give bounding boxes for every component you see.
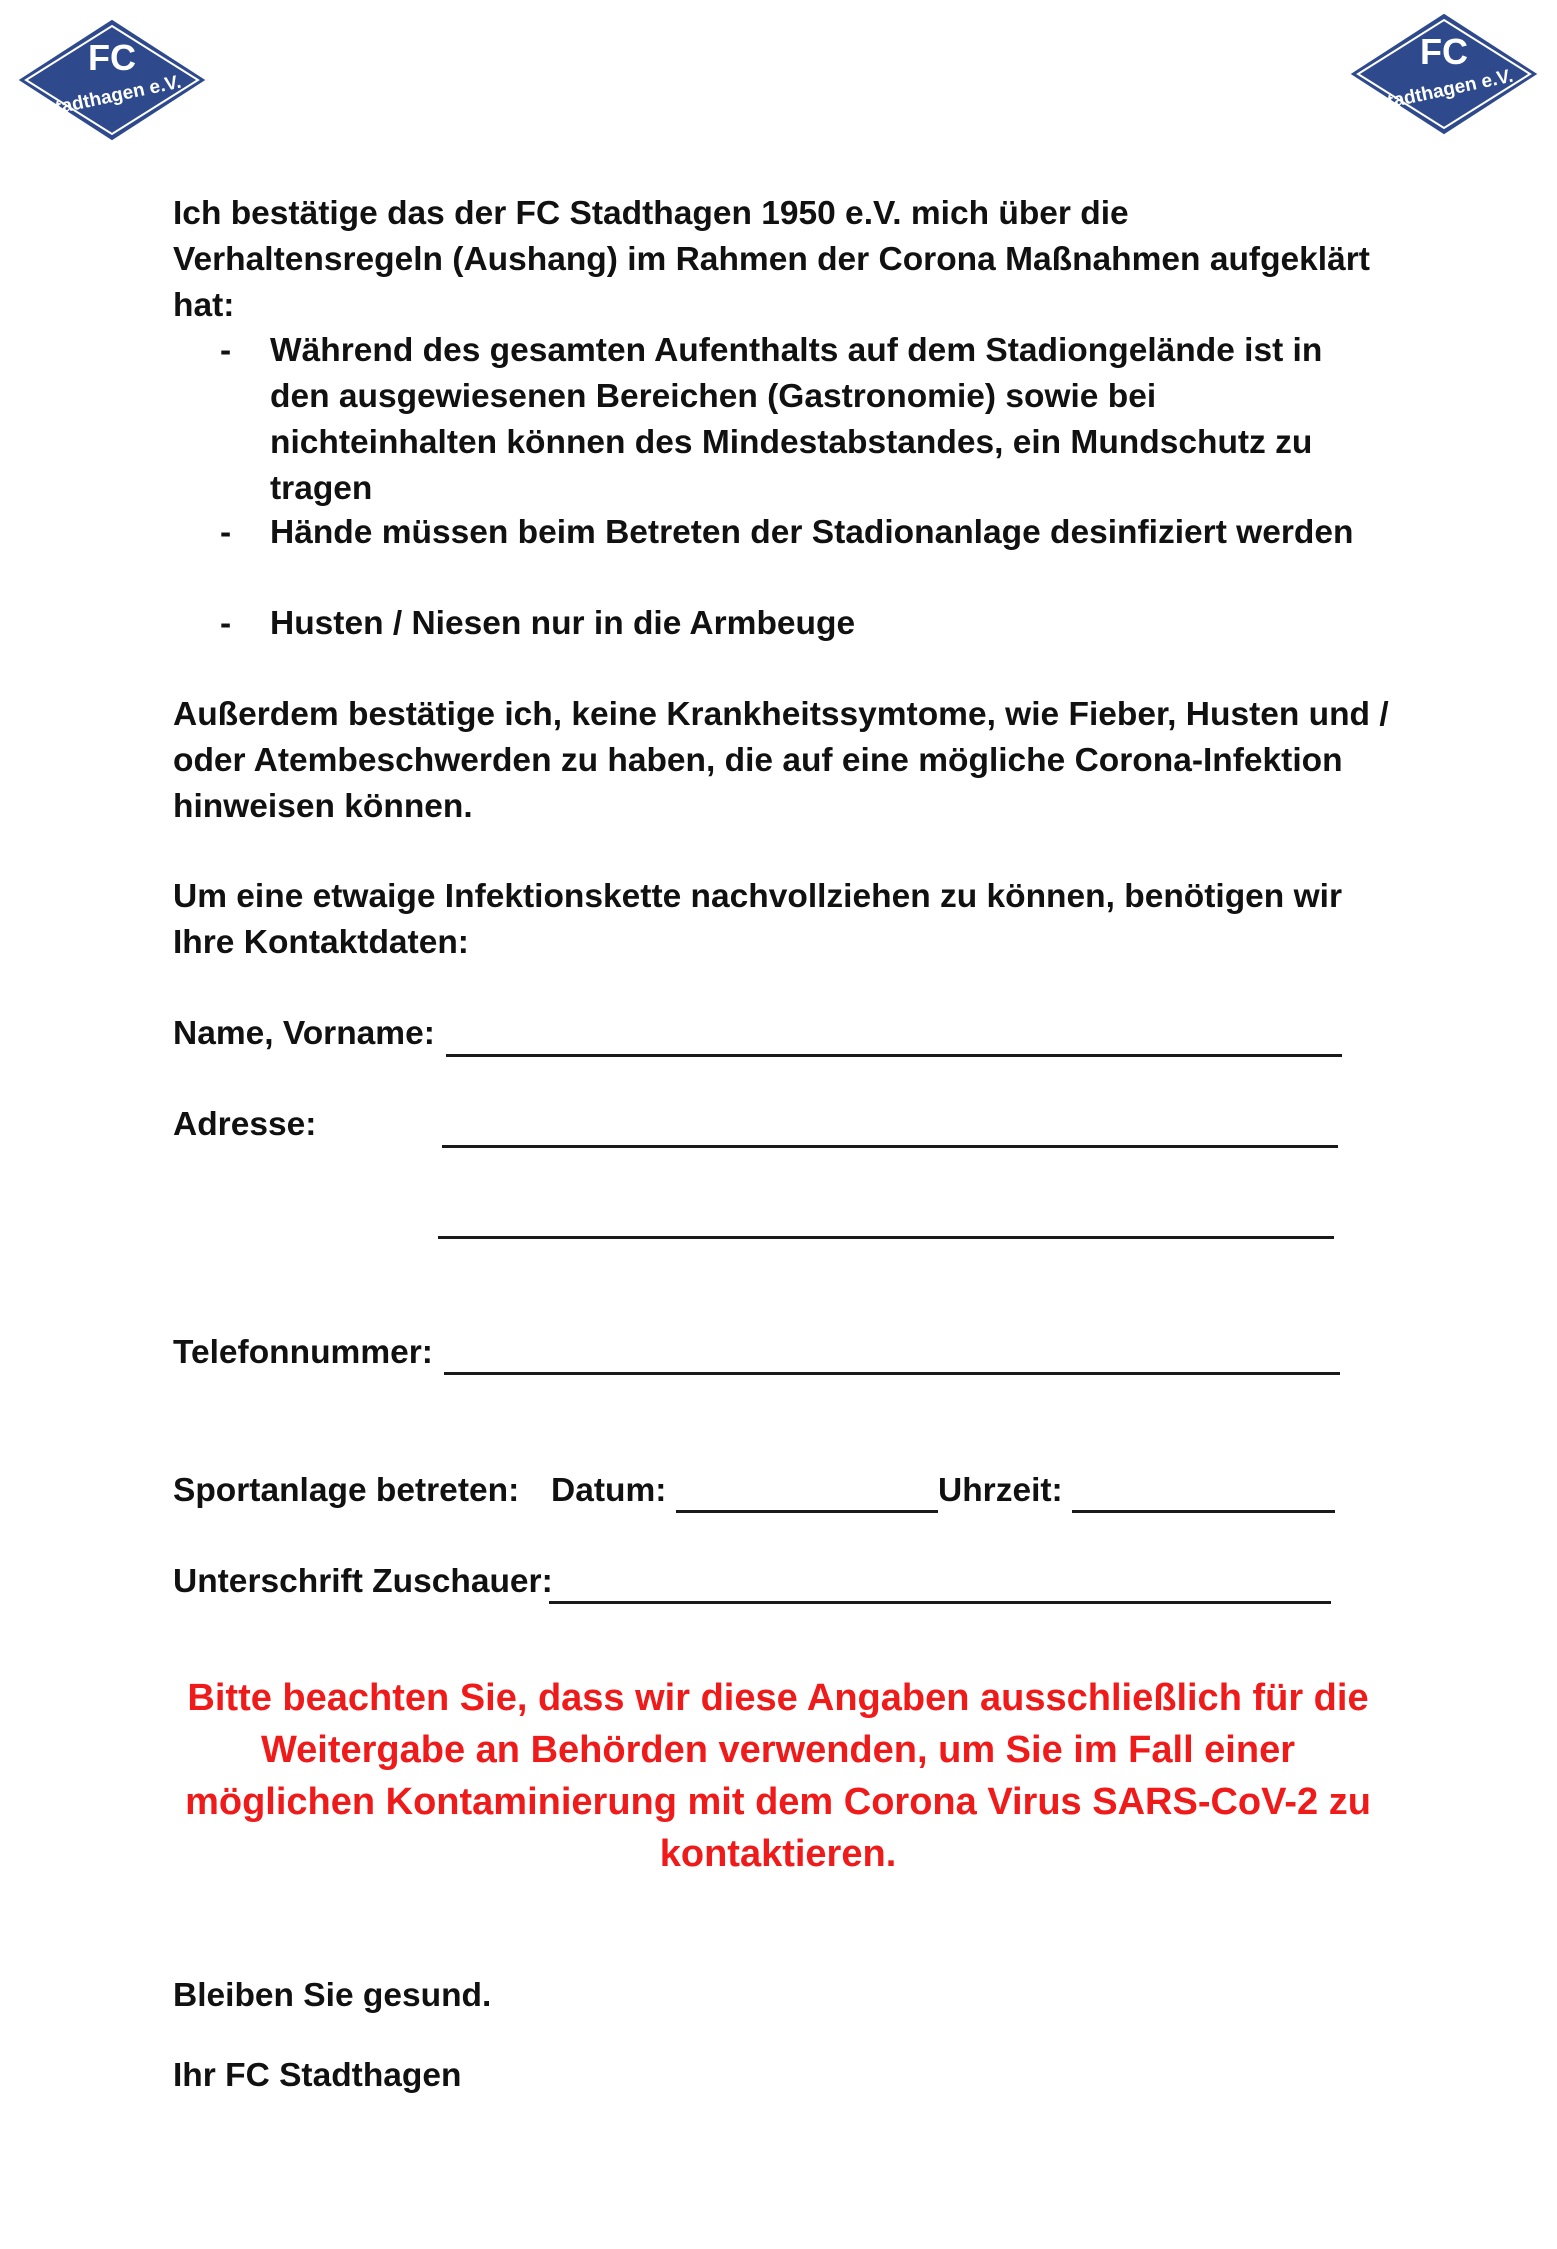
date-field[interactable] <box>676 1510 938 1513</box>
logo-text-club: Stadthagen e.V. <box>41 71 184 122</box>
privacy-notice: Bitte beachten Sie, dass wir diese Angaben ausschließlich für die Weitergabe an Behörden verwenden, um Sie im Fall einer möglichen Kontaminierung mit dem Corona Virus SARS-CoV-2 zu kontaktieren. <box>185 1677 1371 1875</box>
phone-label: Telefonnummer: <box>173 1334 433 1371</box>
phone-field[interactable] <box>444 1372 1340 1375</box>
signature-label: Unterschrift Zuschauer: <box>173 1563 553 1600</box>
signature-field[interactable] <box>549 1601 1331 1604</box>
club-logo-left <box>12 14 212 146</box>
time-label: Uhrzeit: <box>938 1472 1063 1509</box>
bullet-marker: - <box>220 332 232 369</box>
logo-text-club: Stadthagen e.V. <box>1373 65 1516 116</box>
bullet-marker: - <box>220 514 232 551</box>
club-logo-right <box>1344 8 1544 140</box>
date-label: Datum: <box>551 1472 667 1509</box>
entry-label: Sportanlage betreten: <box>173 1472 520 1509</box>
rule-cough: Husten / Niesen nur in die Armbeuge <box>270 605 856 642</box>
name-field[interactable] <box>446 1054 1342 1057</box>
contact-intro: Um eine etwaige Infektionskette nachvollziehen zu können, benötigen wir Ihre Kontaktdaten: <box>173 878 1342 961</box>
bullet-marker: - <box>220 605 232 642</box>
address-field-line-1[interactable] <box>442 1145 1338 1148</box>
rule-disinfect: Hände müssen beim Betreten der Stadionanlage desinfiziert werden <box>270 514 1354 551</box>
signoff-line: Ihr FC Stadthagen <box>173 2057 462 2094</box>
health-statement: Außerdem bestätige ich, keine Krankheitssymtome, wie Fieber, Husten und / oder Atembeschwerden zu haben, die auf eine mögliche Corona-Infektion hinweisen können. <box>173 696 1389 825</box>
address-label: Adresse: <box>173 1106 317 1143</box>
address-field-line-2[interactable] <box>438 1236 1334 1239</box>
time-field[interactable] <box>1072 1510 1335 1513</box>
intro-paragraph: Ich bestätige das der FC Stadthagen 1950 e.V. mich über die Verhaltensregeln (Aushang) im Rahmen der Corona Maßnahmen aufgeklärt hat: <box>173 195 1370 324</box>
closing-line: Bleiben Sie gesund. <box>173 1977 492 2014</box>
logo-text-fc: FC <box>88 37 136 78</box>
name-label: Name, Vorname: <box>173 1015 435 1052</box>
logo-text-fc: FC <box>1420 31 1468 72</box>
rule-mask: Während des gesamten Aufenthalts auf dem Stadiongelände ist in den ausgewiesenen Bereichen (Gastronomie) sowie bei nichteinhalten können des Mindestabstandes, ein Mundschutz zu tragen <box>270 332 1323 507</box>
